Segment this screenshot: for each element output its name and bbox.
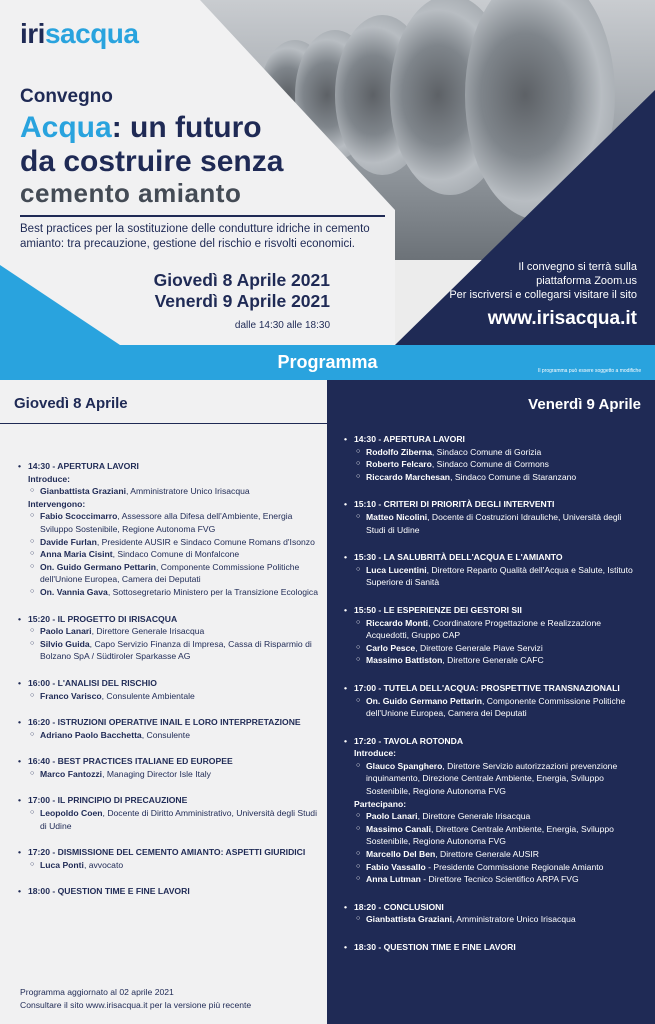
session-heading: • 16:00 - L'ANALISI DEL RISCHIO [18, 677, 318, 690]
speaker [344, 848, 639, 861]
zoom-info-line-3: Per iscriversi e collegarsi visitare il sito [449, 289, 637, 301]
speaker-role: , Docente di Diritto Amministrativo, Università degli Studi di Udine [40, 808, 317, 831]
session [18, 885, 318, 898]
logo-part-iri: iri [20, 18, 45, 49]
speaker [344, 695, 639, 720]
site-url-link[interactable]: www.irisacqua.it [487, 308, 637, 329]
speaker-name: On. Guido Germano Pettarin [40, 561, 157, 572]
session [344, 682, 639, 720]
speaker [18, 510, 318, 535]
speaker-role: , Sindaco Comune di Monfalcone [112, 549, 240, 560]
speaker-name: Leopoldo Coen [40, 808, 103, 819]
speaker-name: Riccardo Marchesan [366, 471, 451, 482]
role-label: Introduce: [28, 473, 71, 484]
speaker-role: , Direttore Generale Piave Servizi [415, 642, 543, 653]
speaker-name: On. Guido Germano Pettarin [366, 695, 483, 706]
session-heading: • 18:30 - QUESTION TIME E FINE LAVORI [344, 941, 639, 954]
speaker-role: , Capo Servizio Finanza di Impresa, Cassa di Risparmio di Bolzano SpA / Südtiroler Sparkasse AG [40, 638, 312, 662]
programma-note: Il programma può essere soggetto a modifiche [538, 368, 642, 374]
session [18, 794, 318, 832]
speaker [18, 729, 318, 742]
speaker-role: , Amministratore Unico Irisacqua [451, 914, 576, 925]
session-heading: • 16:20 - ISTRUZIONI OPERATIVE INAIL E LORO INTERPRETAZIONE [18, 716, 318, 729]
zoom-info-line-1: Il convegno si terrà sulla [518, 261, 637, 273]
session [344, 604, 639, 667]
speaker [344, 654, 639, 667]
speaker-name: Paolo Lanari [366, 811, 418, 822]
session [344, 735, 639, 886]
session [18, 846, 318, 871]
session [18, 755, 318, 780]
logo-part-acqua: acqua [60, 18, 139, 49]
title-line-2: da costruire senza [20, 145, 284, 178]
date-2: Venerdì 9 Aprile 2021 [154, 291, 330, 311]
session [344, 433, 639, 483]
title-highlight: Acqua [20, 111, 112, 144]
title-line-1 [20, 112, 262, 144]
speaker-role: , Assessore alla Difesa dell'Ambiente, Energia Sviluppo Sostenibile, Regione Autonoma FVG [40, 511, 293, 534]
speaker-name: Luca Lucentini [366, 564, 427, 575]
programma-banner [0, 345, 655, 380]
speaker-name: Adriano Paolo Bacchetta [40, 729, 142, 740]
day1-divider [0, 423, 327, 424]
title-divider [20, 215, 385, 217]
footer-updated: Programma aggiornato al 02 aprile 2021 [20, 987, 174, 997]
zoom-info [420, 260, 637, 302]
session-heading: • 17:00 - IL PRINCIPIO DI PRECAUZIONE [18, 794, 318, 807]
speaker [344, 861, 639, 874]
speaker-name: Marco Fantozzi [40, 768, 103, 779]
speaker-role: , Componente Commissione Politiche dell'Unione Europea, Camera dei Deputati [366, 695, 626, 719]
session [344, 498, 639, 536]
session [18, 677, 318, 702]
speaker-role: , Presidente AUSIR e Sindaco Comune Romans d'Isonzo [96, 536, 315, 547]
session-heading: • 14:30 - APERTURA LAVORI [18, 460, 318, 473]
speaker [344, 642, 639, 655]
programma-title: Programma [277, 352, 378, 372]
speaker-name: Anna Maria Cisint [40, 549, 113, 560]
footer-consult: Consultare il sito www.irisacqua.it per la versione più recente [20, 1000, 252, 1010]
intro-text: Best practices per la sostituzione delle condutture idriche in cemento amianto: tra precauzione, gestione del rischio e risvolti economici. [20, 223, 370, 250]
speaker [18, 625, 318, 638]
speaker-name: On. Vannia Gava [40, 586, 108, 597]
speaker-role: , Amministratore Unico Irisacqua [125, 486, 250, 497]
title-line-3: cemento amianto [20, 178, 242, 208]
speaker [344, 511, 639, 536]
speaker-role: , Direttore Generale Irisacqua [91, 626, 205, 637]
speaker [344, 913, 639, 926]
speaker [18, 536, 318, 549]
speaker-name: Fabio Scoccimarro [40, 511, 118, 522]
speaker-role: , Consulente [141, 729, 190, 740]
speaker [344, 564, 639, 589]
speaker-role: , Direttore Centrale Ambiente, Energia, Sviluppo Sostenibile, Regione Autonoma FVG [366, 823, 614, 847]
session [18, 460, 318, 599]
speaker-role: , Sindaco Comune di Staranzano [450, 471, 577, 482]
session [344, 551, 639, 589]
event-type: Convegno [20, 86, 113, 107]
speaker [18, 586, 318, 599]
session [344, 901, 639, 926]
speaker-role: , Sindaco Comune di Gorizia [431, 446, 542, 457]
speaker [18, 561, 318, 586]
event-dates [20, 270, 330, 312]
speaker-name: Massimo Battiston [366, 655, 443, 666]
session-heading: • 17:20 - DISMISSIONE DEL CEMENTO AMIANTO: ASPETTI GIURIDICI [18, 846, 318, 859]
speaker-name: Davide Furlan [40, 536, 97, 547]
speaker-name: Anna Lutman [366, 874, 421, 885]
speaker-name: Gianbattista Graziani [366, 914, 452, 925]
day1-program [18, 460, 318, 898]
zoom-info-line-2: piattaforma Zoom.us [536, 275, 637, 287]
speaker [344, 760, 639, 798]
speaker [344, 471, 639, 484]
speaker [344, 810, 639, 823]
speaker [18, 768, 318, 781]
speaker [344, 446, 639, 459]
session-heading: • 15:30 - LA SALUBRITÀ DELL'ACQUA E L'AMIANTO [344, 551, 639, 564]
session-heading: • 18:00 - QUESTION TIME E FINE LAVORI [18, 885, 318, 898]
speaker-name: Riccardo Monti [366, 617, 429, 628]
speaker-role: , Direttore Generale AUSIR [435, 849, 539, 860]
speaker-role: , Direttore Reparto Qualità dell'Acqua e Salute, Istituto Superiore di Sanità [366, 564, 633, 588]
speaker-name: Marcello Del Ben [366, 849, 436, 860]
speaker-name: Luca Ponti [40, 859, 84, 870]
session-heading: • 15:50 - LE ESPERIENZE DEI GESTORI SII [344, 604, 639, 617]
date-1: Giovedì 8 Aprile 2021 [153, 270, 330, 290]
speaker-role: - Presidente Commissione Regionale Amianto [425, 861, 604, 872]
speaker-role: , Consulente Ambientale [101, 690, 195, 701]
speaker-role: - Direttore Tecnico Scientifico ARPA FVG [420, 874, 579, 885]
session-heading: • 17:20 - TAVOLA ROTONDA [344, 735, 639, 748]
speaker [18, 485, 318, 498]
session [18, 716, 318, 741]
event-hours: dalle 14:30 alle 18:30 [234, 320, 330, 331]
speaker-name: Gianbattista Graziani [40, 486, 126, 497]
session-heading: • 16:40 - BEST PRACTICES ITALIANE ED EUROPEE [18, 755, 318, 768]
speaker-role: , Coordinatore Progettazione e Realizzazione Acquedotti, Gruppo CAP [366, 617, 602, 641]
speaker-name: Roberto Felcaro [366, 459, 432, 470]
speaker [18, 638, 318, 663]
speaker-name: Massimo Canali [366, 823, 431, 834]
speaker [18, 548, 318, 561]
speaker-role: , Docente di Costruzioni Idrauliche, Università degli Studi di Udine [366, 511, 622, 535]
speaker-name: Carlo Pesce [366, 642, 416, 653]
role-label: Intervengono: [28, 498, 86, 509]
header [0, 0, 655, 345]
irisacqua-logo [20, 18, 138, 50]
session-heading: • 15:10 - CRITERI DI PRIORITÀ DEGLI INTERVENTI [344, 498, 639, 511]
session [344, 941, 639, 954]
session-heading: • 14:30 - APERTURA LAVORI [344, 433, 639, 446]
speaker-role: , Direttore Generale Irisacqua [417, 811, 531, 822]
speaker-name: Fabio Vassallo [366, 861, 426, 872]
speaker-role: , Managing Director Isle Italy [102, 768, 211, 779]
role-label: Partecipano: [354, 798, 407, 809]
speaker-role: , Sottosegretario Ministero per la Transizione Ecologica [107, 586, 319, 597]
speaker-name: Glauco Spanghero [366, 760, 443, 771]
role-label: Introduce: [354, 748, 397, 759]
speaker-name: Rodolfo Ziberna [366, 446, 432, 457]
title-line-1-rest: : un futuro [111, 111, 262, 144]
session [18, 613, 318, 663]
speaker [344, 458, 639, 471]
speaker-role: , Direttore Servizio autorizzazioni prevenzione inquinamento, Direzione Centrale Ambiente, Energia, Sviluppo Sostenibile, Regione Autonoma FVG [366, 760, 618, 797]
footer-note [20, 986, 251, 1012]
speaker [344, 823, 639, 848]
session-heading: • 17:00 - TUTELA DELL'ACQUA: PROSPETTIVE TRANSNAZIONALI [344, 682, 639, 695]
day1-title: Giovedì 8 Aprile [14, 395, 128, 412]
speaker [344, 873, 639, 886]
speaker-name: Paolo Lanari [40, 626, 92, 637]
speaker [18, 807, 318, 832]
speaker-role: , Sindaco Comune di Cormons [431, 459, 549, 470]
session-heading: • 15:20 - IL PROGETTO DI IRISACQUA [18, 613, 318, 626]
speaker-role: , avvocato [83, 859, 124, 870]
day2-title: Venerdì 9 Aprile [528, 396, 641, 413]
session-heading: • 18:20 - CONCLUSIONI [344, 901, 639, 914]
speaker-name: Matteo Nicolini [366, 511, 428, 522]
speaker [344, 617, 639, 642]
speaker-name: Silvio Guida [40, 638, 90, 649]
speaker-name: Franco Varisco [40, 690, 102, 701]
speaker-role: , Direttore Generale CAFC [442, 655, 544, 666]
speaker [18, 859, 318, 872]
speaker [18, 690, 318, 703]
logo-part-s: s [44, 18, 61, 49]
day2-program [344, 433, 639, 954]
speaker-role: , Componente Commissione Politiche dell'Unione Europea, Camera dei Deputati [40, 561, 300, 585]
